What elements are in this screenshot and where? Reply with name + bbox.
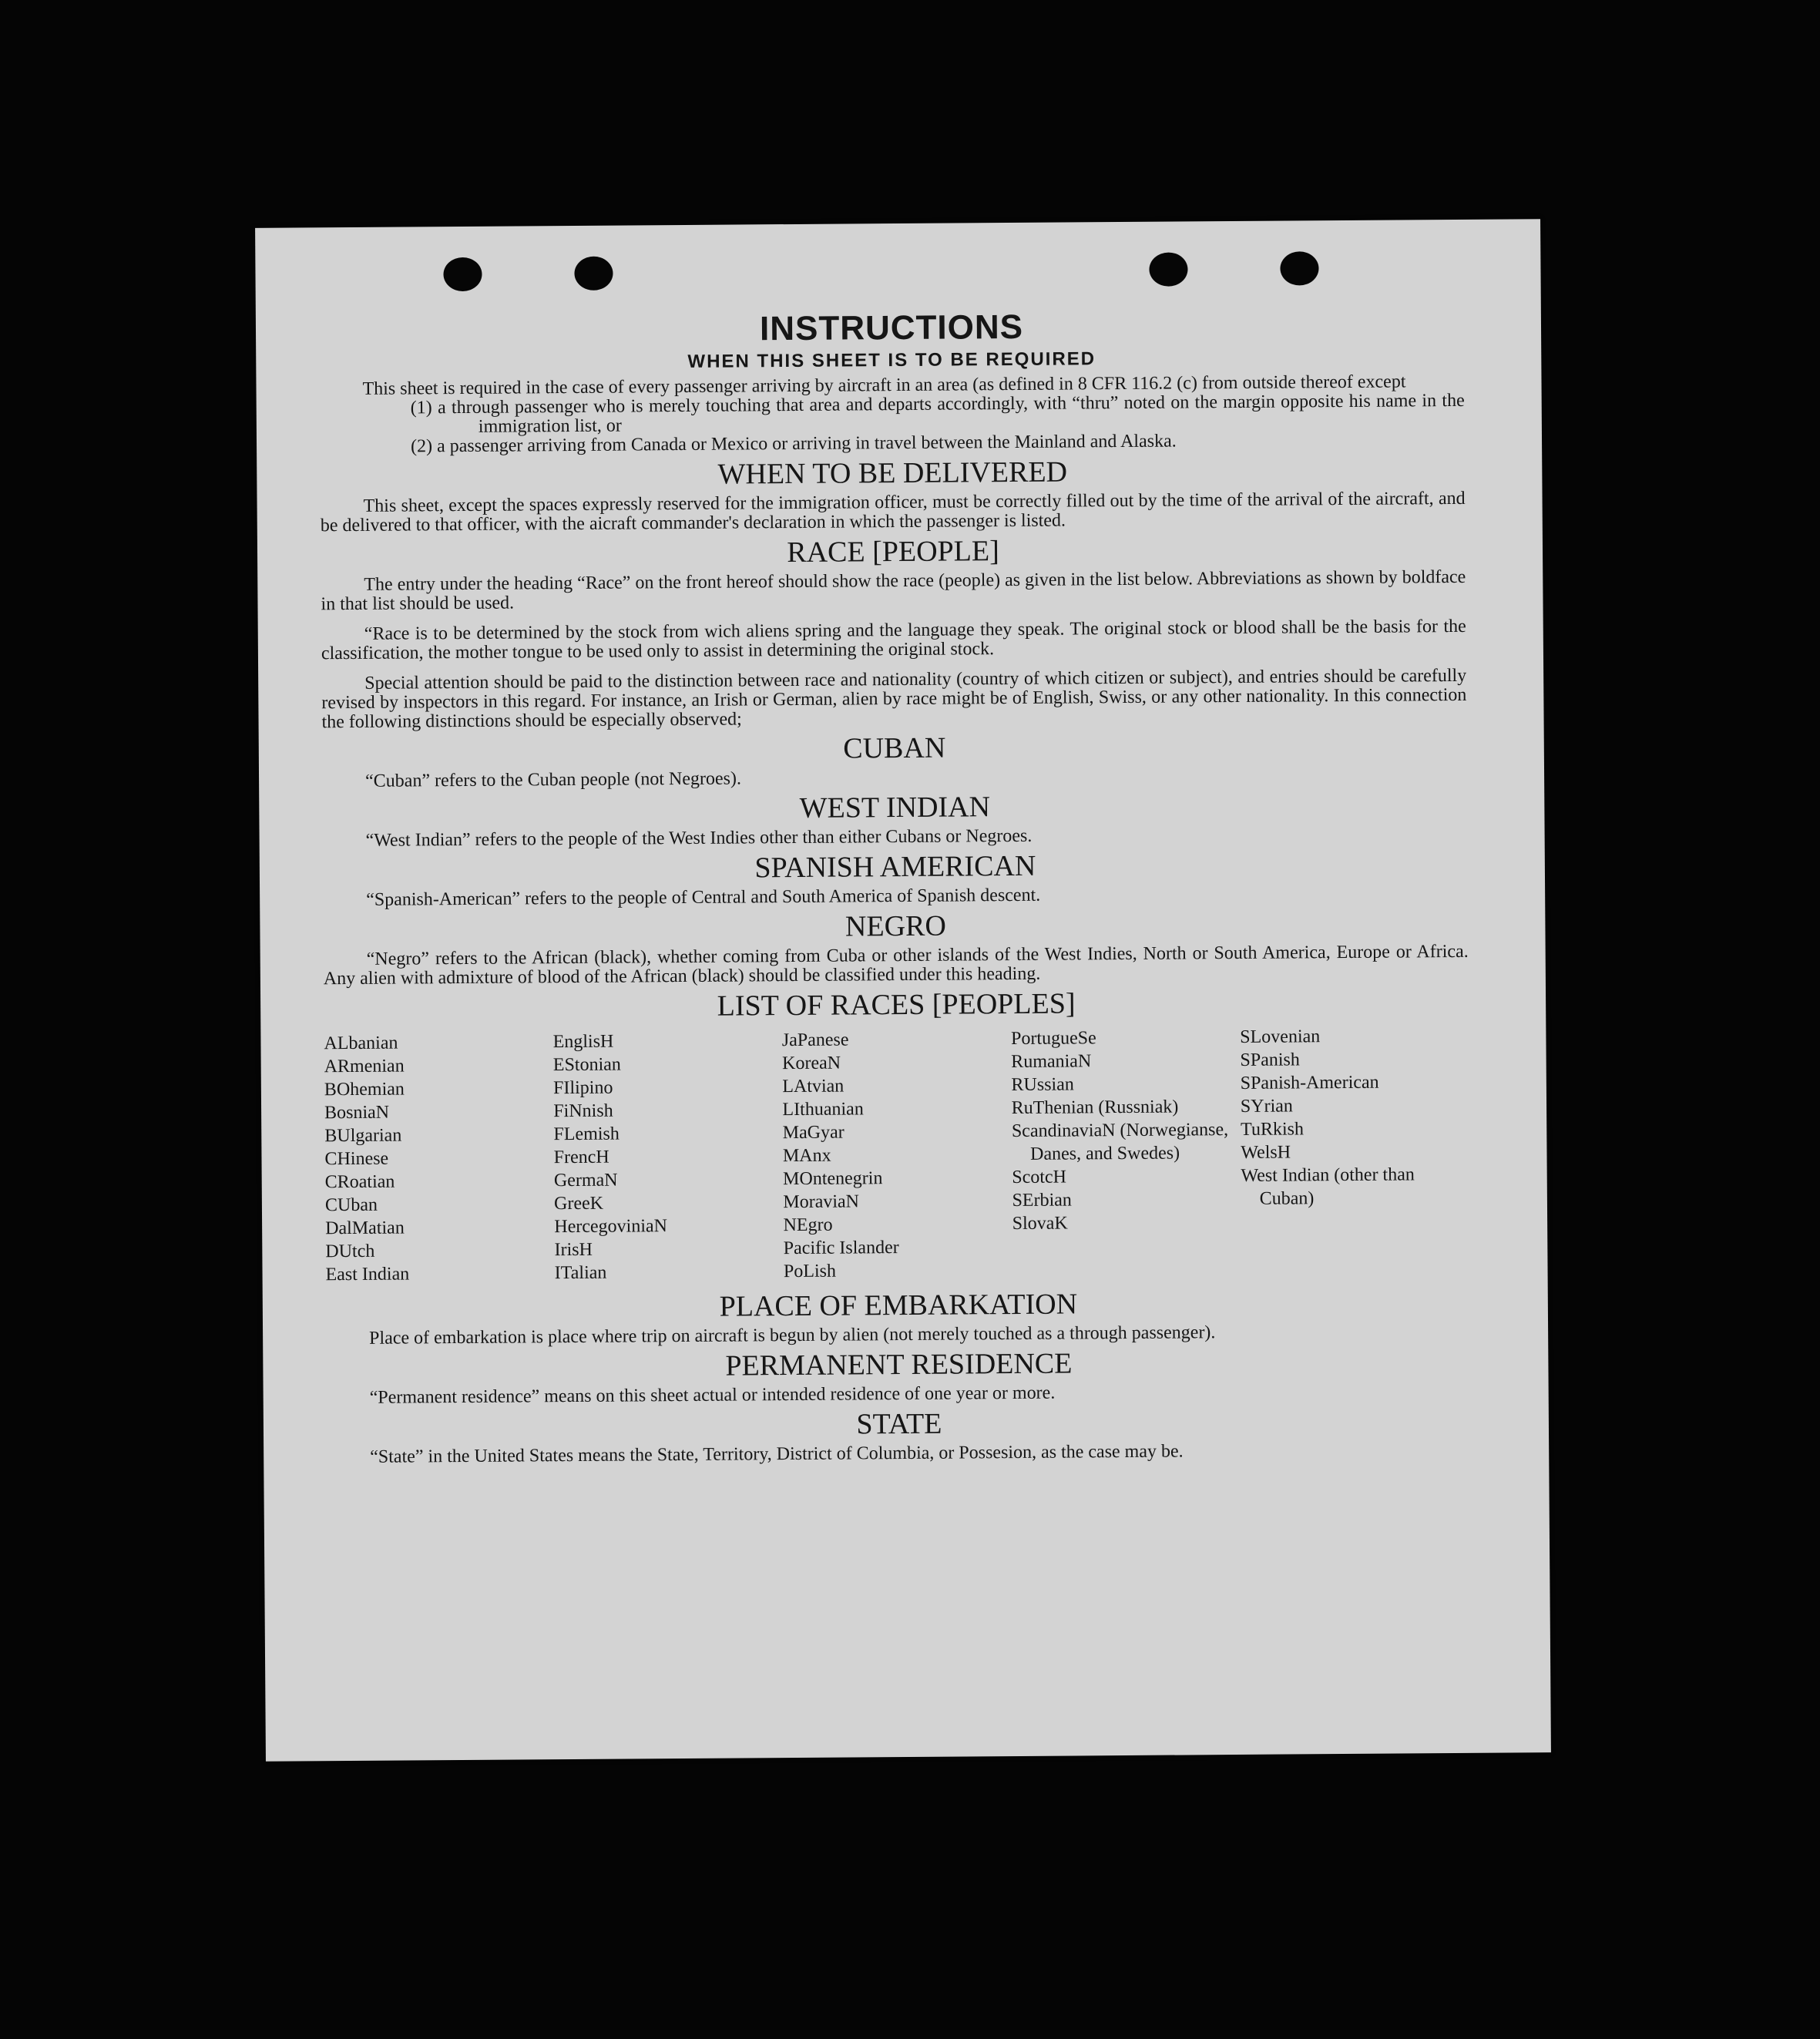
race-entry: GermaN bbox=[553, 1170, 618, 1191]
punch-hole bbox=[574, 257, 613, 291]
race-column bbox=[553, 1029, 784, 1285]
section-heading-race: RACE [PEOPLE] bbox=[787, 535, 999, 569]
race-entry: RUssian bbox=[1011, 1074, 1074, 1096]
cuban-paragraph: “Cuban” refers to the Cuban people (not Negroes). bbox=[364, 768, 741, 791]
section-heading-spanish-american: SPANISH AMERICAN bbox=[754, 849, 1036, 885]
section-heading-cuban: CUBAN bbox=[843, 731, 946, 765]
race-entry: PortugueSe bbox=[1010, 1028, 1096, 1050]
race-entry: EStonian bbox=[552, 1054, 621, 1076]
race-entry: ALbanian bbox=[324, 1033, 398, 1054]
section-heading-state: STATE bbox=[856, 1407, 942, 1441]
race-entry: SlovaK bbox=[1012, 1213, 1068, 1234]
race-entry: PoLish bbox=[783, 1261, 837, 1282]
race-column bbox=[782, 1027, 1012, 1283]
race-entry: ITalian bbox=[554, 1262, 607, 1284]
race-entry: HercegoviniaN bbox=[554, 1216, 668, 1238]
race-entry: DUtch bbox=[325, 1241, 375, 1262]
race-entry: DalMatian bbox=[325, 1218, 405, 1239]
intro-paragraph: This sheet is required in the case of every passenger arriving by aircraft in an area (as defined in 8 CFR 116.2 (c) from outside thereof except bbox=[362, 371, 1406, 399]
race-list bbox=[324, 1024, 1470, 1286]
race-entry: ScandinaviaN (Norwegianse, Danes, and Swedes) bbox=[1011, 1120, 1229, 1164]
section-heading-embarkation: PLACE OF EMBARKATION bbox=[719, 1288, 1078, 1323]
section-heading-race-list: LIST OF RACES [PEOPLES] bbox=[717, 987, 1076, 1023]
race-entry: ScotcH bbox=[1012, 1167, 1067, 1188]
race-entry: SErbian bbox=[1012, 1190, 1072, 1211]
race-entry: BosniaN bbox=[324, 1102, 390, 1124]
section-heading-residence: PERMANENT RESIDENCE bbox=[725, 1347, 1073, 1382]
race-entry: GreeK bbox=[554, 1193, 604, 1214]
race-entry: TuRkish bbox=[1240, 1119, 1305, 1140]
race-column bbox=[1011, 1026, 1241, 1282]
race-entry: EnglisH bbox=[552, 1031, 614, 1053]
exception-item: (1) a through passenger who is merely touching that area and departs accordingly, with “thru” noted on the margin opposite his name in the immigration list, or bbox=[410, 390, 1465, 437]
exception-list bbox=[411, 391, 1465, 457]
race-entry: FiNnish bbox=[553, 1100, 613, 1122]
race-entry: MAnx bbox=[782, 1145, 831, 1167]
instructions-content bbox=[319, 304, 1472, 1467]
race-entry: LIthuanian bbox=[782, 1099, 864, 1120]
race-entry: LAtvian bbox=[782, 1076, 845, 1097]
race-entry: RumaniaN bbox=[1011, 1051, 1092, 1073]
race-entry: WelsH bbox=[1241, 1142, 1291, 1163]
spanish-american-paragraph: “Spanish-American” refers to the people of Central and South America of Spanish descent. bbox=[366, 885, 1041, 910]
punch-hole bbox=[443, 257, 482, 291]
section-heading-negro: NEGRO bbox=[845, 909, 947, 943]
race-entry: MaGyar bbox=[782, 1122, 845, 1144]
race-entry: FLemish bbox=[553, 1124, 620, 1145]
west-indian-paragraph: “West Indian” refers to the people of the West Indies other than either Cubans or Negroes. bbox=[365, 825, 1033, 851]
section-heading-west-indian: WEST INDIAN bbox=[799, 791, 991, 825]
race-entry: SPanish bbox=[1240, 1050, 1300, 1070]
race-entry: BOhemian bbox=[324, 1079, 405, 1100]
embarkation-paragraph: Place of embarkation is place where trip on aircraft is begun by alien (not merely touched as a through passenger). bbox=[369, 1322, 1216, 1349]
race-entry: JaPanese bbox=[781, 1030, 849, 1051]
negro-paragraph: “Negro” refers to the African (black), whether coming from Cuba or other islands of the West Indies, North or South America, Europe or Africa. Any alien with admixture of blood of the African (black) should be classified under this heading. bbox=[323, 941, 1469, 989]
race-entry: CHinese bbox=[324, 1148, 389, 1170]
section-heading-delivery: WHEN TO BE DELIVERED bbox=[717, 455, 1068, 491]
race-entry: FIlipino bbox=[552, 1077, 613, 1099]
punch-hole bbox=[1149, 252, 1187, 286]
page-title: INSTRUCTIONS bbox=[759, 307, 1024, 348]
delivery-paragraph: This sheet, except the spaces expressly reserved for the immigration officer, must be correctly filled out by the time of the arrival of the aircraft, and be delivered to that officer, with the aicraft commander's declaration in which the passenger is listed. bbox=[320, 488, 1466, 536]
race-entry: BUlgarian bbox=[324, 1125, 402, 1147]
race-entry: CRoatian bbox=[324, 1171, 395, 1193]
race-entry: IrisH bbox=[554, 1239, 593, 1261]
punch-hole bbox=[1280, 251, 1318, 285]
state-paragraph: “State” in the United States means the State, Territory, District of Columbia, or Possesion, as the case may be. bbox=[370, 1441, 1184, 1467]
instruction-sheet bbox=[255, 219, 1551, 1762]
race-entry: FrencH bbox=[553, 1147, 609, 1168]
race-entry: RuThenian (Russniak) bbox=[1011, 1097, 1179, 1119]
race-entry: NEgro bbox=[783, 1214, 833, 1236]
race-column bbox=[1240, 1024, 1470, 1280]
race-entry: West Indian (other than Cuban) bbox=[1241, 1164, 1415, 1209]
race-entry: MOntenegrin bbox=[783, 1168, 883, 1190]
race-entry: KoreaN bbox=[781, 1053, 841, 1074]
race-paragraph: “Race is to be determined by the stock from wich aliens spring and the language they speak. The original stock or blood shall be the basis for the classification, the mother tongue to be used only to assist in determining the original stock. bbox=[321, 616, 1466, 664]
race-entry: East Indian bbox=[325, 1264, 410, 1285]
exception-item: (2) a passenger arriving from Canada or Mexico or arriving in travel between the Mainland and Alaska. bbox=[410, 431, 1177, 457]
race-entry: ARmenian bbox=[324, 1056, 405, 1077]
race-paragraph: The entry under the heading “Race” on the front hereof should show the race (people) as given in the list below. Abbreviations as shown by boldface in that list should be used. bbox=[321, 566, 1466, 615]
race-entry: SPanish-American bbox=[1240, 1072, 1379, 1093]
race-entry: SYrian bbox=[1240, 1096, 1293, 1117]
race-entry: SLovenian bbox=[1240, 1026, 1321, 1047]
race-paragraph: Special attention should be paid to the distinction between race and nationality (country of which citizen or subject), and entries should be carefully revised by inspectors in this regard. For instance, an Irish or German, alien by race might be of English, Swiss, or any other nationality. In this connection the following distinctions should be especially observed; bbox=[321, 665, 1467, 733]
residence-paragraph: “Permanent residence” means on this sheet actual or intended residence of one year or more. bbox=[369, 1382, 1056, 1408]
page-subtitle: WHEN THIS SHEET IS TO BE REQUIRED bbox=[687, 348, 1096, 372]
race-entry: CUban bbox=[324, 1194, 378, 1216]
race-entry: MoraviaN bbox=[783, 1191, 860, 1213]
race-entry: Pacific Islander bbox=[783, 1238, 899, 1259]
race-column bbox=[324, 1030, 554, 1286]
